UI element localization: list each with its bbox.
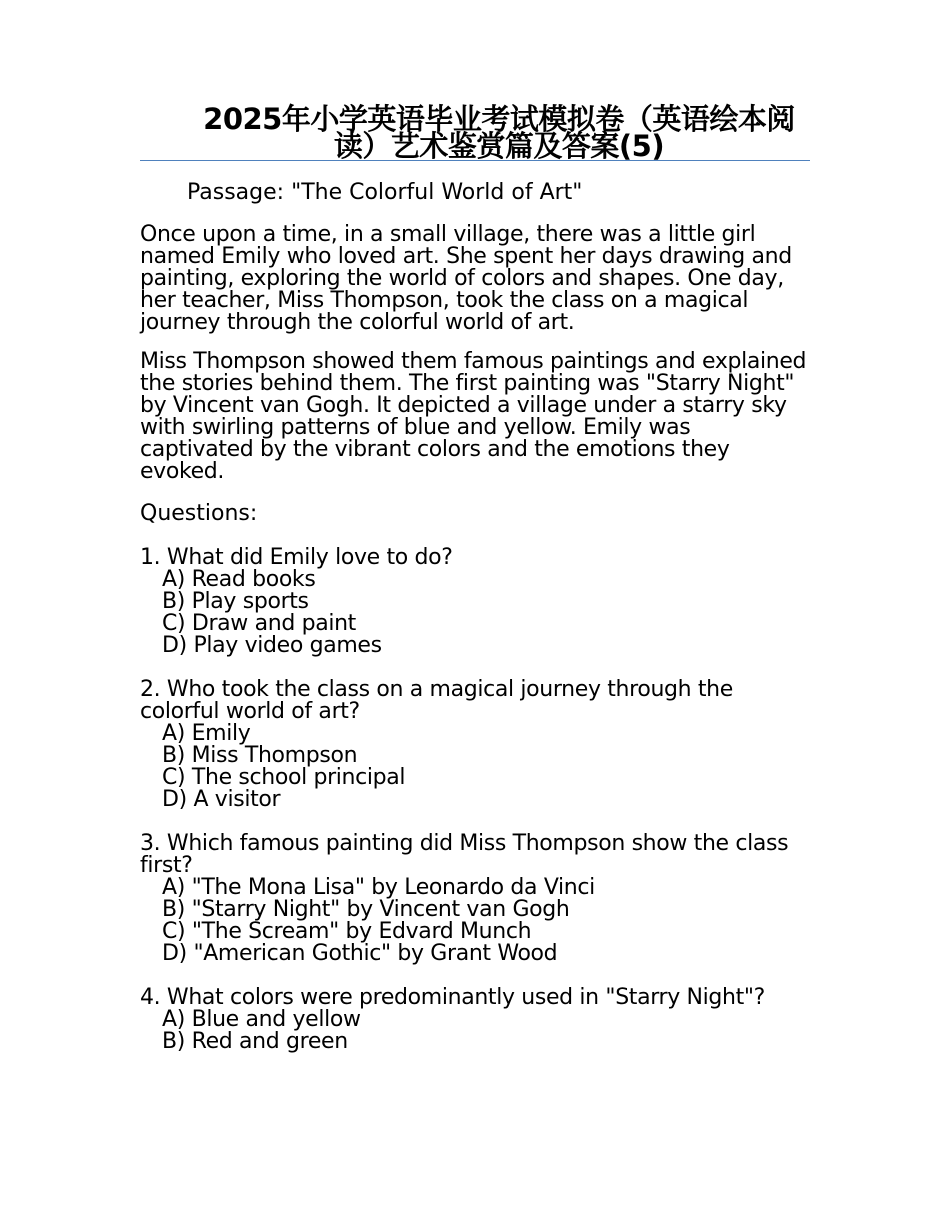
question-text: 1. What did Emily love to do? (140, 545, 453, 570)
question-1 (140, 547, 810, 657)
answer-options (140, 1009, 810, 1053)
answer-option: C) "The Scream" by Edvard Munch (162, 919, 532, 944)
answer-options (140, 877, 810, 965)
document-title: 2025年小学英语毕业考试模拟卷（英语绘本阅读）艺术鉴赏篇及答案(5) (203, 102, 795, 163)
question-4 (140, 987, 810, 1053)
passage-paragraph-1: Once upon a time, in a small village, there was a little girl named Emily who loved art. She spent her days drawing and painting, exploring the world of colors and shapes. One day, her teacher, Miss Thompson, took the class on a magical journey through the colorful world of art. (140, 222, 792, 335)
answer-option: A) Emily (162, 721, 251, 746)
answer-option: A) "The Mona Lisa" by Leonardo da Vinci (162, 875, 595, 900)
answer-options (140, 723, 810, 811)
passage-heading: Passage: "The Colorful World of Art" (187, 180, 583, 205)
answer-option: B) "Starry Night" by Vincent van Gogh (162, 897, 570, 922)
question-text: 4. What colors were predominantly used in "Starry Night"? (140, 985, 765, 1010)
answer-option: D) "American Gothic" by Grant Wood (162, 941, 558, 966)
answer-options (140, 569, 810, 657)
answer-option: D) A visitor (162, 787, 281, 812)
answer-option: A) Blue and yellow (162, 1007, 361, 1032)
answer-option: D) Play video games (162, 633, 382, 658)
questions-label: Questions: (140, 501, 258, 526)
question-text: 2. Who took the class on a magical journey through the colorful world of art? (140, 677, 733, 724)
question-3 (140, 833, 810, 965)
answer-option: B) Miss Thompson (162, 743, 358, 768)
answer-option: A) Read books (162, 567, 316, 592)
answer-option: B) Red and green (162, 1029, 348, 1054)
question-text: 3. Which famous painting did Miss Thompson show the class first? (140, 831, 789, 878)
answer-option: C) The school principal (162, 765, 406, 790)
question-2 (140, 679, 810, 811)
passage-paragraph-2: Miss Thompson showed them famous paintings and explained the stories behind them. The first painting was "Starry Night" by Vincent van Gogh. It depicted a village under a starry sky with swirling patterns of blue and yellow. Emily was captivated by the vibrant colors and the emotions they evoked. (140, 349, 807, 484)
answer-option: C) Draw and paint (162, 611, 356, 636)
answer-option: B) Play sports (162, 589, 309, 614)
